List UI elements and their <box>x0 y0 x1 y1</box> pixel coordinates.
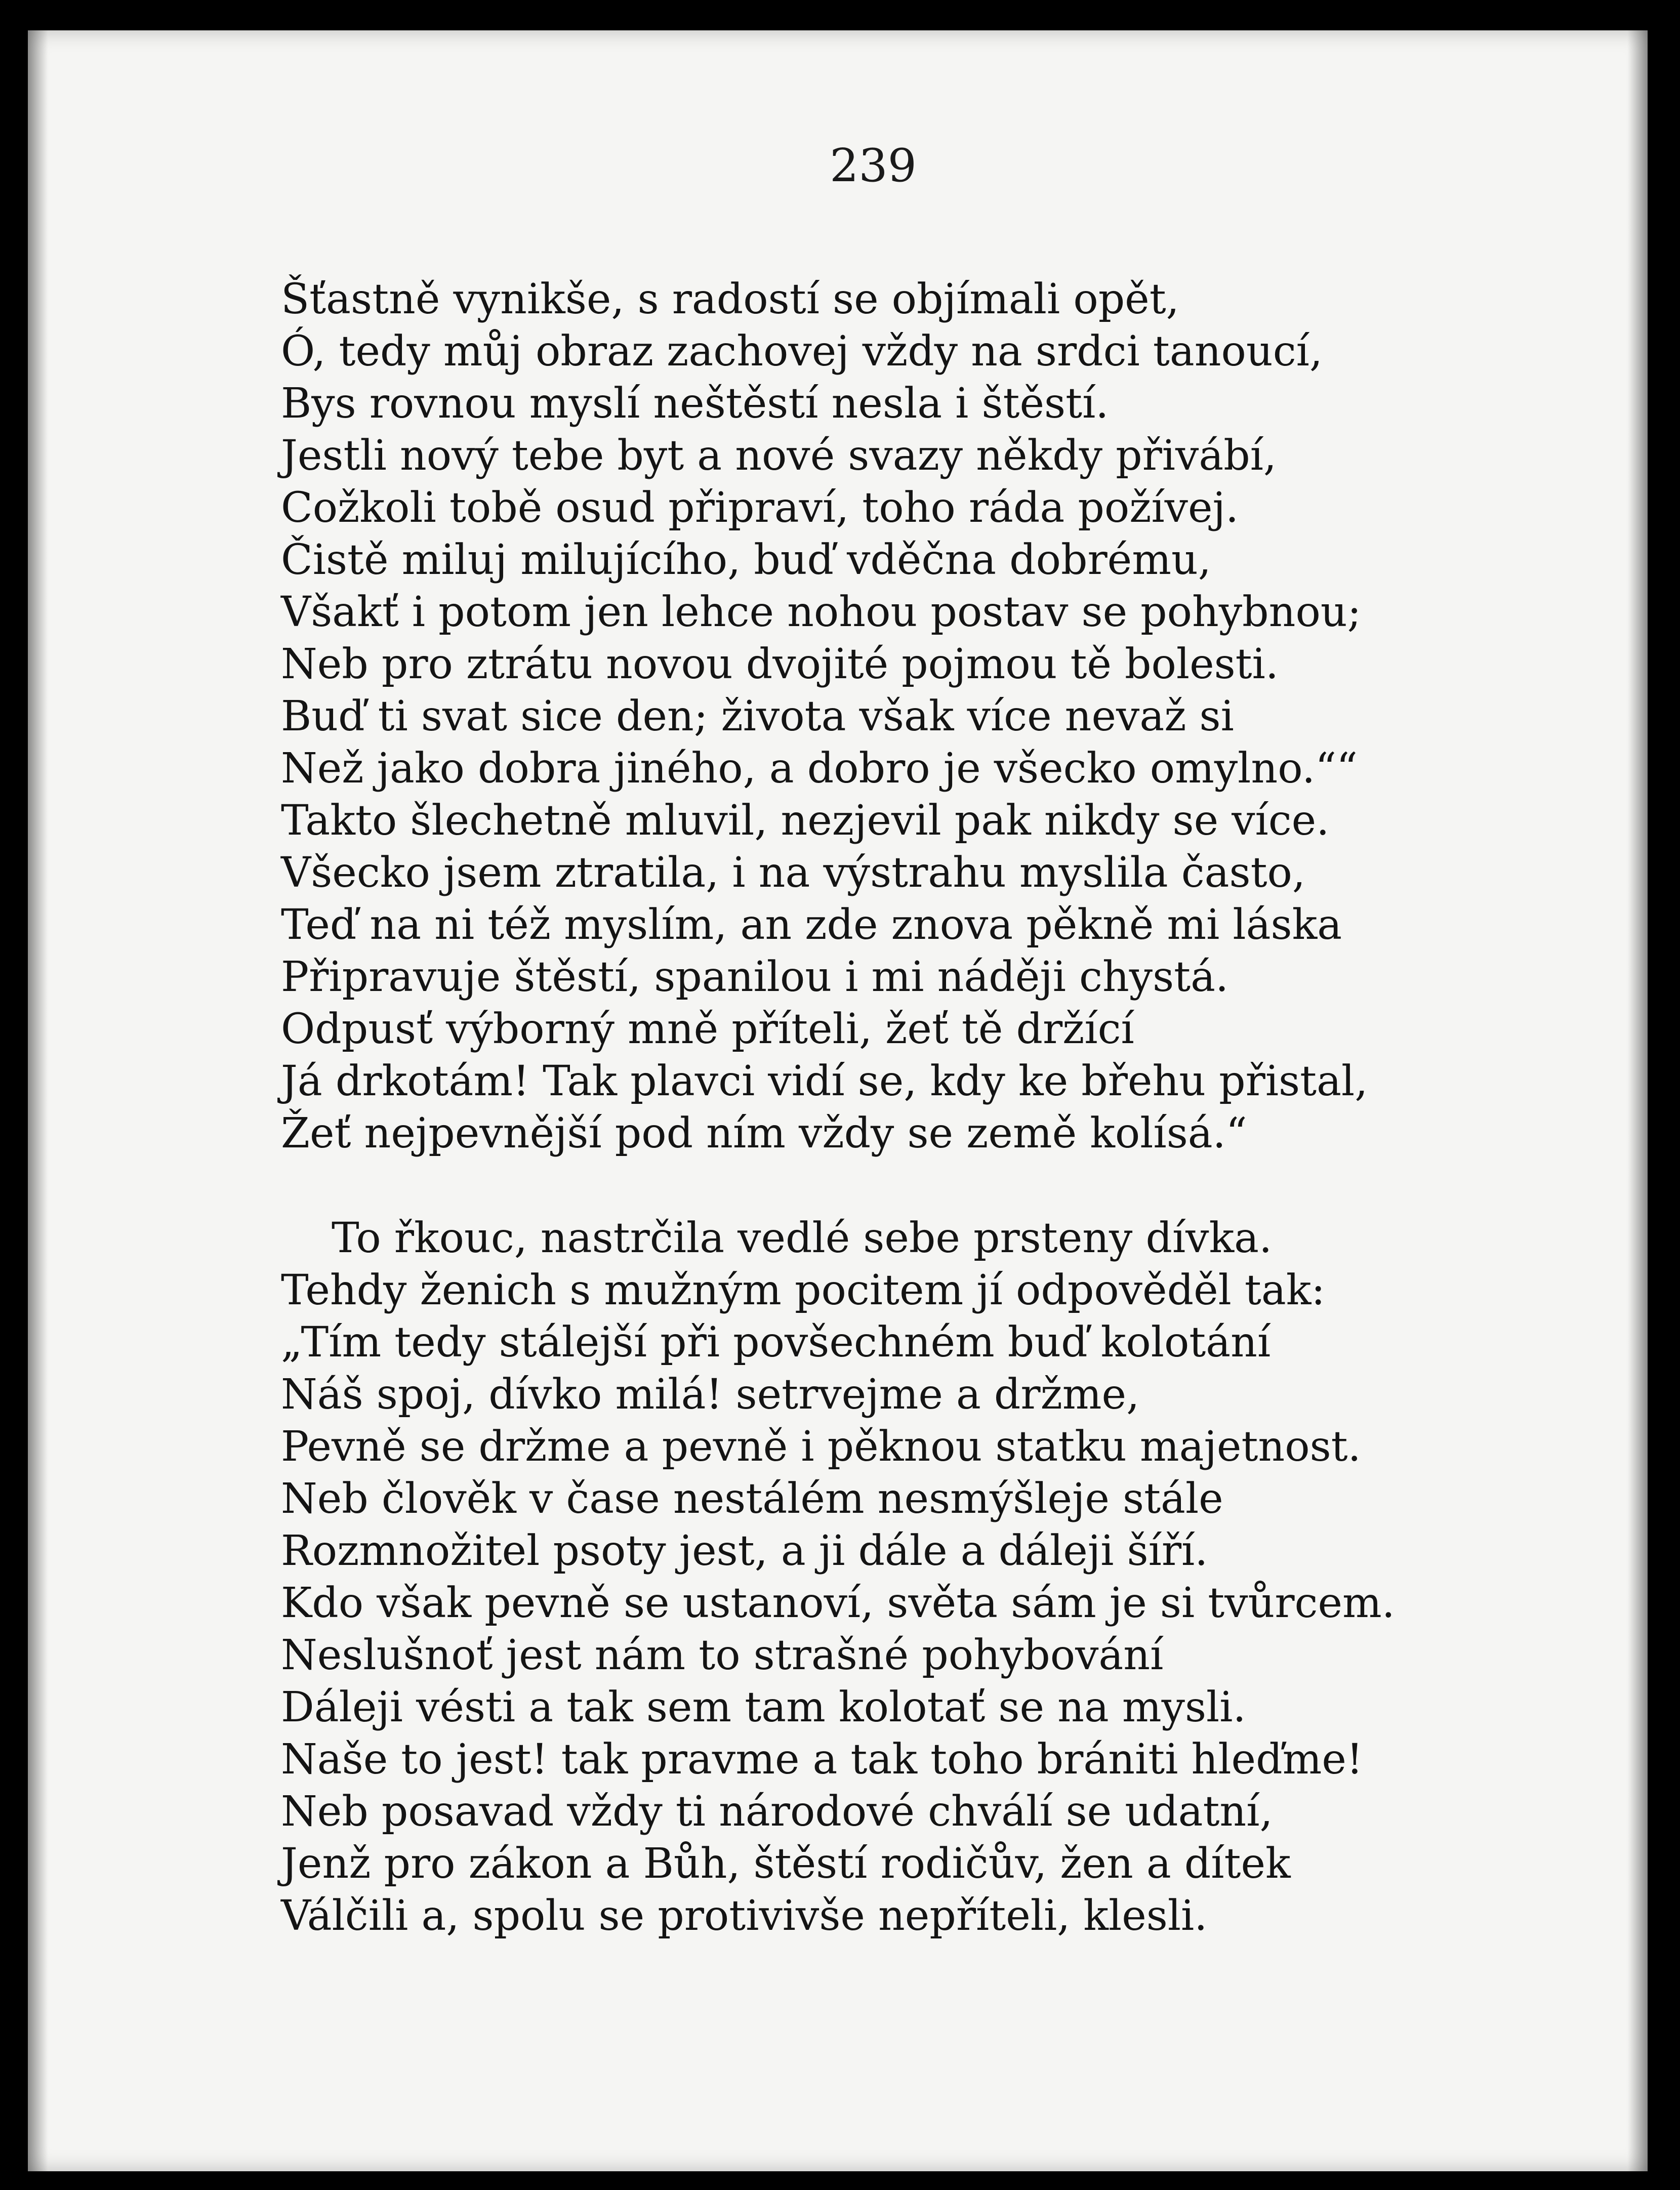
page-left-edge-shadow <box>28 30 48 2171</box>
poem-line: Neslušnoť jest nám to strašné pohybování <box>281 1631 1164 1679</box>
poem-line: Buď ti svat sice den; života však více nevaž si <box>281 692 1234 740</box>
poem-line: Rozmnožitel psoty jest, a ji dále a dáleji šíří. <box>281 1527 1208 1575</box>
poem-line: Připravuje štěstí, spanilou i mi náději chystá. <box>281 953 1229 1001</box>
book-page <box>28 30 1648 2171</box>
poem-line: Já drkotám! Tak plavci vidí se, kdy ke břehu přistal, <box>281 1057 1368 1105</box>
poem-line: Náš spoj, dívko milá! setrvejme a držme, <box>281 1371 1140 1419</box>
poem-line: Neb člověk v čase nestálém nesmýšleje stále <box>281 1475 1223 1523</box>
poem-stanza-2 <box>281 1212 1395 1942</box>
poem-line: Takto šlechetně mluvil, nezjevil pak nikdy se více. <box>281 797 1330 845</box>
poem-line: Všakť i potom jen lehce nohou postav se pohybnou; <box>281 588 1362 636</box>
poem-line: Jenž pro zákon a Bůh, štěstí rodičův, žen a dítek <box>281 1840 1291 1888</box>
poem-line: Šťastně vynikše, s radostí se objímali opět, <box>281 275 1179 323</box>
poem-line: To řkouc, nastrčila vedlé sebe prsteny dívka. <box>332 1214 1273 1262</box>
poem-line: Všecko jsem ztratila, i na výstrahu myslila často, <box>281 849 1305 897</box>
poem-line: Kdo však pevně se ustanoví, světa sám je si tvůrcem. <box>281 1579 1395 1627</box>
poem-line: Žeť nejpevnější pod ním vždy se země kolísá.“ <box>281 1109 1247 1158</box>
poem-line: Dáleji vésti a tak sem tam kolotať se na mysli. <box>281 1683 1246 1731</box>
poem-line: Teď na ni též myslím, an zde znova pěkně mi láska <box>281 901 1342 949</box>
poem-line: Ó, tedy můj obraz zachovej vždy na srdci tanoucí, <box>281 327 1323 376</box>
poem-line: Tehdy ženich s mužným pocitem jí odpověděl tak: <box>281 1266 1326 1314</box>
page-number: 239 <box>830 139 917 192</box>
poem-line: Cožkoli tobě osud připraví, toho ráda požívej. <box>281 484 1239 532</box>
poem-line: „Tím tedy stálejší při povšechném buď kolotání <box>281 1318 1271 1367</box>
page-right-edge-shadow <box>1627 30 1648 2171</box>
poem-line: Než jako dobra jiného, a dobro je všecko omylno.““ <box>281 745 1358 793</box>
poem-line: Odpusť výborný mně příteli, žeť tě držící <box>281 1005 1134 1053</box>
poem-line: Neb posavad vždy ti národové chválí se udatní, <box>281 1788 1273 1836</box>
poem-stanza-1 <box>281 273 1368 1160</box>
poem-line: Jestli nový tebe byt a nové svazy někdy přivábí, <box>281 432 1277 480</box>
poem-line: Pevně se držme a pevně i pěknou statku majetnost. <box>281 1423 1361 1471</box>
poem-line: Válčili a, spolu se protivivše nepříteli, klesli. <box>281 1892 1208 1940</box>
poem-line: Čistě miluj milujícího, buď vděčna dobrému, <box>281 536 1211 584</box>
poem-line: Naše to jest! tak pravme a tak toho brániti hleďme! <box>281 1736 1363 1784</box>
poem-line: Bys rovnou myslí neštěstí nesla i štěstí. <box>281 380 1109 428</box>
poem-line: Neb pro ztrátu novou dvojité pojmou tě bolesti. <box>281 640 1279 688</box>
